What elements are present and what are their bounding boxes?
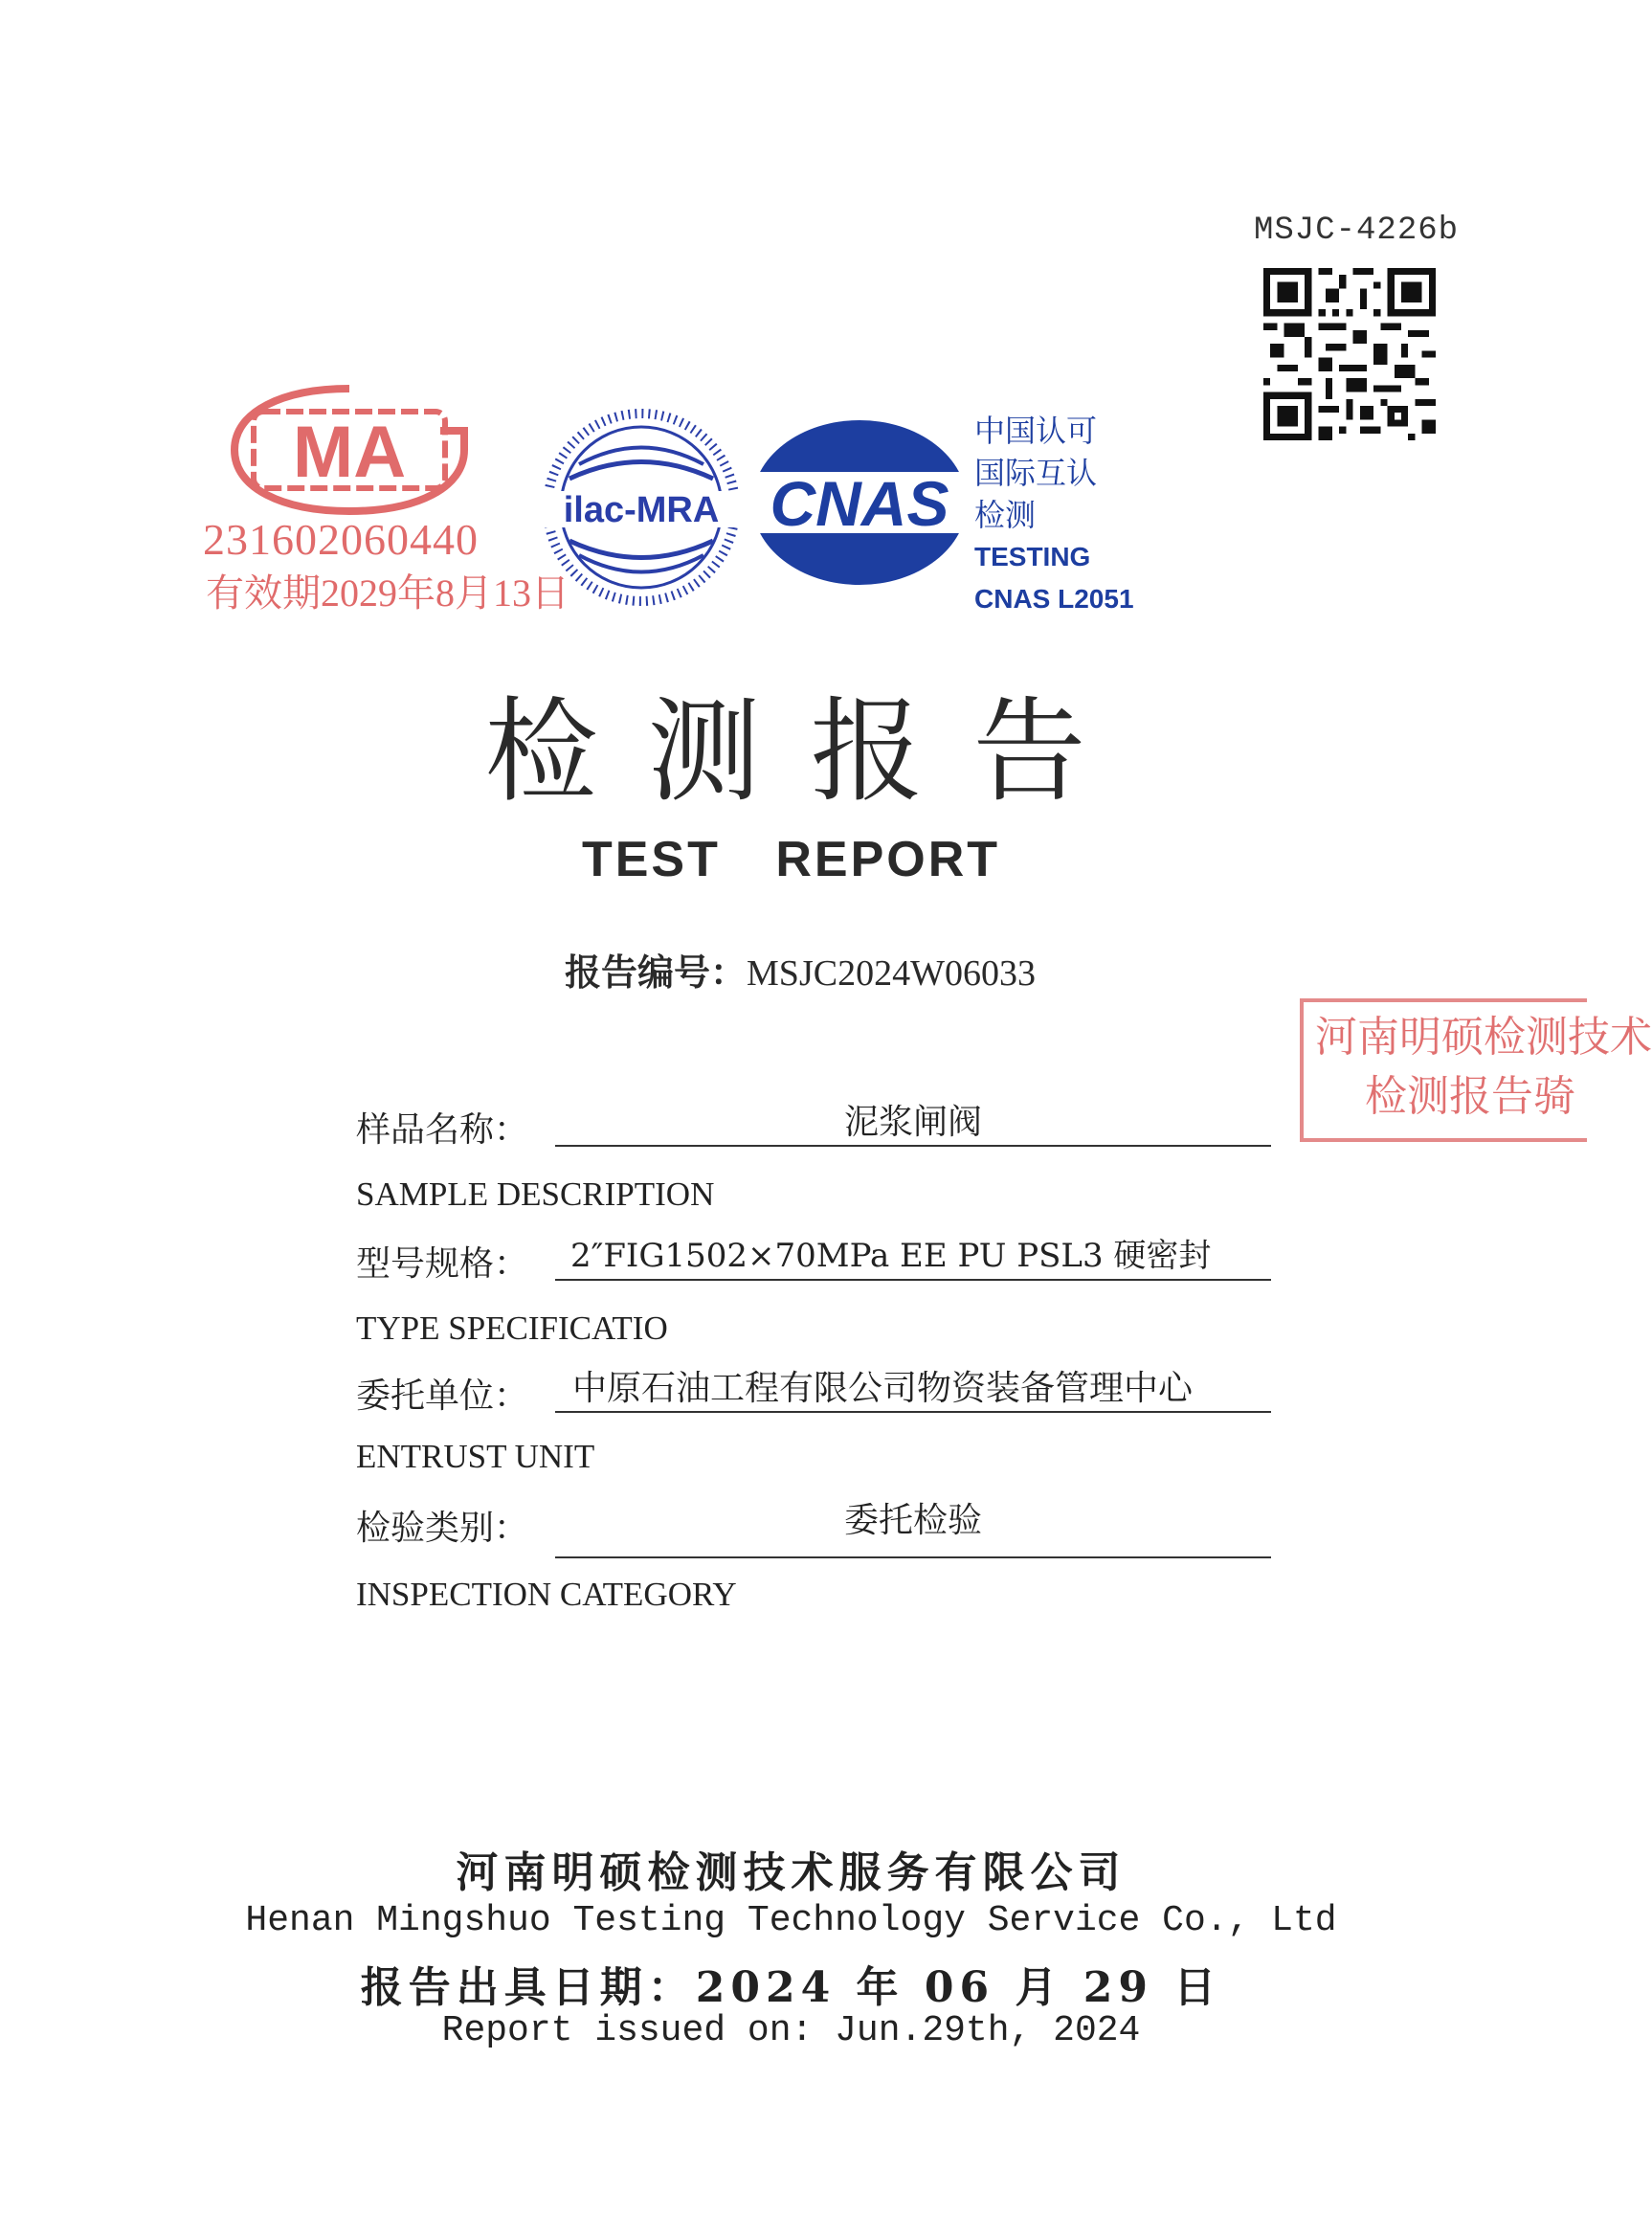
qr-code — [1263, 268, 1436, 440]
cnas-line: 中国认可 — [974, 414, 1098, 448]
type-label: 型号规格： — [356, 1244, 529, 1284]
cnas-logo-text: CNAS — [770, 468, 949, 539]
client-label-en: ENTRUST UNIT — [356, 1438, 595, 1475]
cnas-line: 检测 — [974, 498, 1037, 532]
stamp-line-2: 检测报告骑 — [1365, 1072, 1575, 1121]
issue-date-zh: 报告出具日期：2024 年 06 月 29 日 — [360, 1963, 1222, 2012]
cnas-accreditation-text — [974, 410, 1134, 620]
type-label-en: TYPE SPECIFICATIO — [356, 1309, 668, 1347]
stamp-line-1: 河南明硕检测技术 — [1315, 1013, 1652, 1062]
report-number — [565, 943, 1036, 996]
report-number-label: 报告编号： — [565, 951, 748, 994]
ma-validity: 有效期2029年8月13日 — [206, 571, 569, 615]
company-name-zh: 河南明硕检测技术服务有限公司 — [456, 1848, 1127, 1897]
cnas-logo — [747, 416, 971, 589]
ma-cert-number: 231602060440 — [203, 515, 479, 564]
type-value: 2″FIG1502×70MPa EE PU PSL3 硬密封 — [555, 1229, 1271, 1281]
category-label: 检验类别： — [356, 1509, 529, 1548]
ilac-mra-logo — [541, 407, 742, 608]
client-value: 中原石油工程有限公司物资装备管理中心 — [555, 1361, 1271, 1413]
company-stamp — [1300, 998, 1652, 1142]
company-name-en: Henan Mingshuo Testing Technology Service Co., Ltd — [245, 1900, 1337, 1941]
cnas-line: 国际互认 — [974, 456, 1098, 490]
ma-certification-logo — [225, 383, 474, 517]
sample-value: 泥浆闸阀 — [555, 1095, 1271, 1147]
sample-label: 样品名称： — [356, 1110, 529, 1150]
document-code: MSJC-4226b — [1254, 213, 1460, 249]
sample-label-en: SAMPLE DESCRIPTION — [356, 1175, 715, 1213]
category-value: 委托检验 — [555, 1493, 1271, 1558]
report-number-value: MSJC2024W06033 — [747, 953, 1036, 994]
issue-date-en: Report issued on: Jun.29th, 2024 — [441, 2010, 1141, 2051]
cnas-line: CNAS L2051 — [974, 584, 1134, 614]
ma-logo-text: MA — [292, 412, 407, 493]
report-title-zh: 检测报告 — [484, 685, 1136, 817]
report-title-en: TEST REPORT — [581, 832, 1001, 887]
ilac-text: ilac-MRA — [563, 490, 720, 530]
cnas-line: TESTING — [974, 542, 1091, 571]
category-label-en: INSPECTION CATEGORY — [356, 1576, 737, 1613]
client-label: 委托单位： — [356, 1376, 529, 1416]
